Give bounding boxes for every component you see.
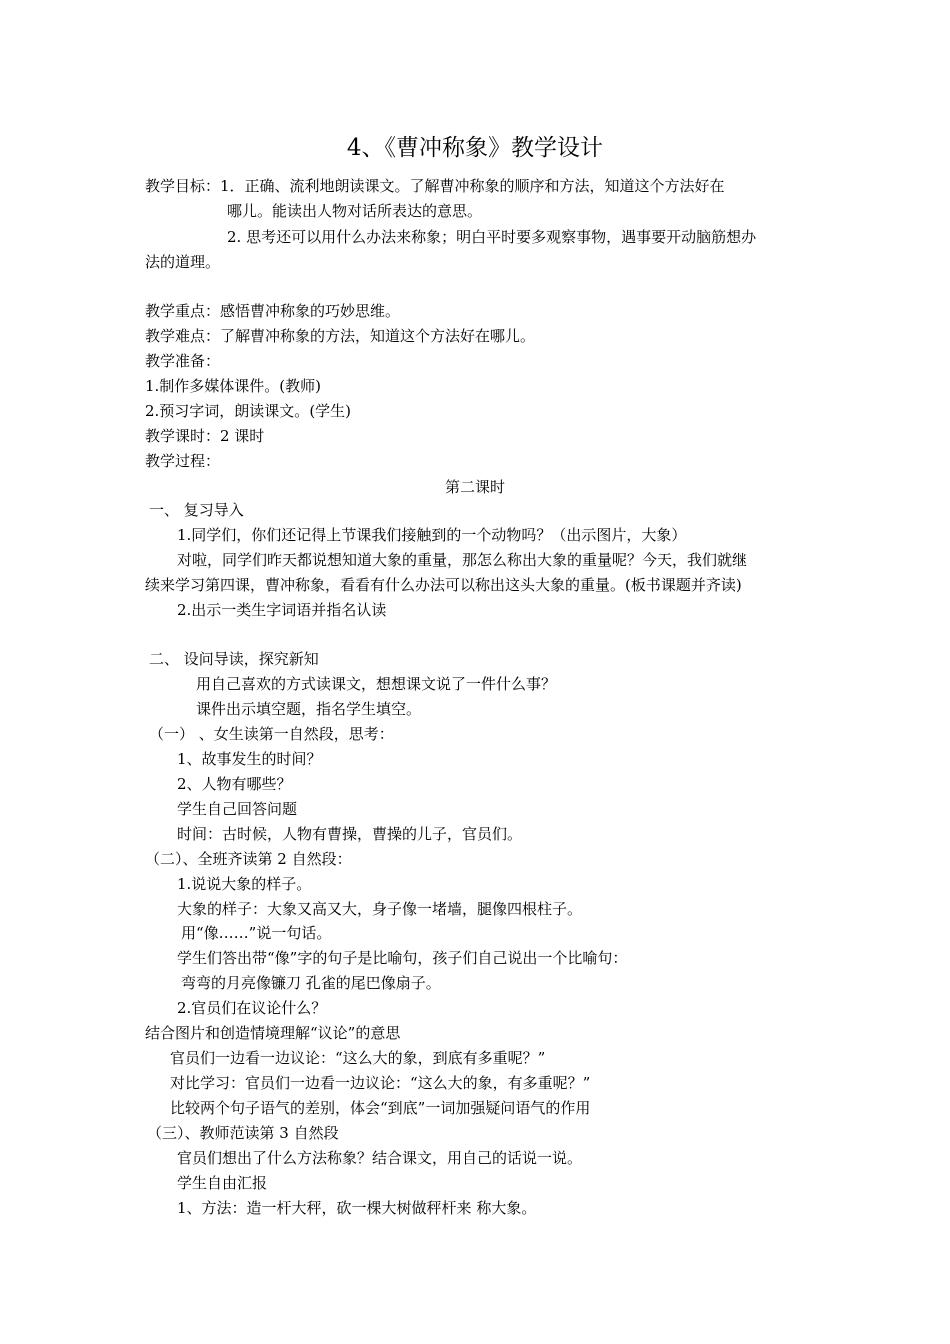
subheading-3: （三）、教师范读第 3 自然段 [147, 1124, 339, 1142]
sub2-line-6: 2.官员们在议论什么？ [177, 999, 327, 1017]
sub1-line-3: 学生自己回答问题 [177, 800, 298, 818]
subheading-1: （一） 、女生读第一自然段，思考： [149, 725, 394, 743]
sub2-line-5: 弯弯的月亮像镰刀 孔雀的尾巴像扇子。 [181, 974, 441, 992]
sub3-line-3: 1、方法：造一杆大秤，砍一棵大树做秤杆来 称大象。 [177, 1199, 537, 1217]
process-heading: 教学过程： [145, 452, 221, 470]
lesson-hours: 教学课时：2 课时 [145, 427, 265, 445]
sub2-line-8: 官员们一边看一边议论：“这么大的象，到底有多重呢？” [170, 1049, 546, 1067]
goal-line-3: 2. 思考还可以用什么办法来称象；明白平时要多观察事物，遇事要开动脑筋想办 [227, 228, 757, 246]
sub2-line-2: 大象的样子：大象又高又大，身子像一堵墙，腿像四根柱子。 [177, 900, 583, 918]
sub2-line-10: 比较两个句子语气的差别，体会“到底”一词加强疑问语气的作用 [170, 1099, 591, 1117]
review-line-3: 续来学习第四课，曹冲称象，看看有什么办法可以称出这头大象的重量。(板书课题并齐读) [145, 576, 742, 594]
sub2-line-1: 1.说说大象的样子。 [177, 875, 312, 893]
sub2-line-9: 对比学习：官员们一边看一边议论：“这么大的象，有多重呢？” [170, 1074, 591, 1092]
sub1-line-4: 时间：古时候，人物有曹操，曹操的儿子，官员们。 [177, 825, 523, 843]
sub2-line-7: 结合图片和创造情境理解“议论”的意思 [145, 1024, 401, 1042]
difficult-point: 教学难点：了解曹冲称象的方法，知道这个方法好在哪儿。 [145, 327, 536, 345]
review-line-1: 1.同学们，你们还记得上节课我们接触到的一个动物吗？（出示图片，大象） [177, 526, 687, 544]
sub3-line-2: 学生自由汇报 [177, 1174, 268, 1192]
goal-line-4: 法的道理。 [145, 253, 221, 271]
heading-review: 一、 复习导入 [149, 501, 244, 519]
preparation-heading: 教学准备： [145, 352, 221, 370]
document-title: 4、《曹冲称象》教学设计 [346, 135, 604, 161]
preparation-item-1: 1.制作多媒体课件。(教师) [145, 377, 322, 395]
key-point: 教学重点：感悟曹冲称象的巧妙思维。 [145, 302, 401, 320]
review-line-2: 对啦，同学们昨天都说想知道大象的重量，那怎么称出大象的重量呢？今天，我们就继 [177, 551, 748, 569]
goal-line-2: 哪儿。能读出人物对话所表达的意思。 [227, 202, 483, 220]
heading-explore: 二、 设问导读，探究新知 [149, 650, 319, 668]
explore-line-2: 课件出示填空题，指名学生填空。 [196, 700, 422, 718]
explore-line-1: 用自己喜欢的方式读课文，想想课文说了一件什么事？ [196, 675, 557, 693]
review-line-4: 2.出示一类生字词语并指名认读 [177, 601, 387, 619]
preparation-item-2: 2.预习字词，朗读课文。(学生) [145, 402, 352, 420]
sub1-line-2: 2、人物有哪些？ [177, 775, 292, 793]
section-title: 第二课时 [444, 478, 505, 496]
subheading-2: （二）、全班齐读第 2 自然段： [145, 850, 352, 868]
sub2-line-4: 学生们答出带“像”字的句子是比喻句，孩子们自己说出一个比喻句： [177, 949, 628, 967]
sub1-line-1: 1、故事发生的时间？ [177, 750, 322, 768]
goal-line-1: 教学目标：1．正确、流利地朗读课文。了解曹冲称象的顺序和方法，知道这个方法好在 [145, 177, 725, 195]
sub3-line-1: 官员们想出了什么方法称象？结合课文，用自己的话说一说。 [177, 1149, 583, 1167]
sub2-line-3: 用“像……”说一句话。 [181, 924, 332, 942]
